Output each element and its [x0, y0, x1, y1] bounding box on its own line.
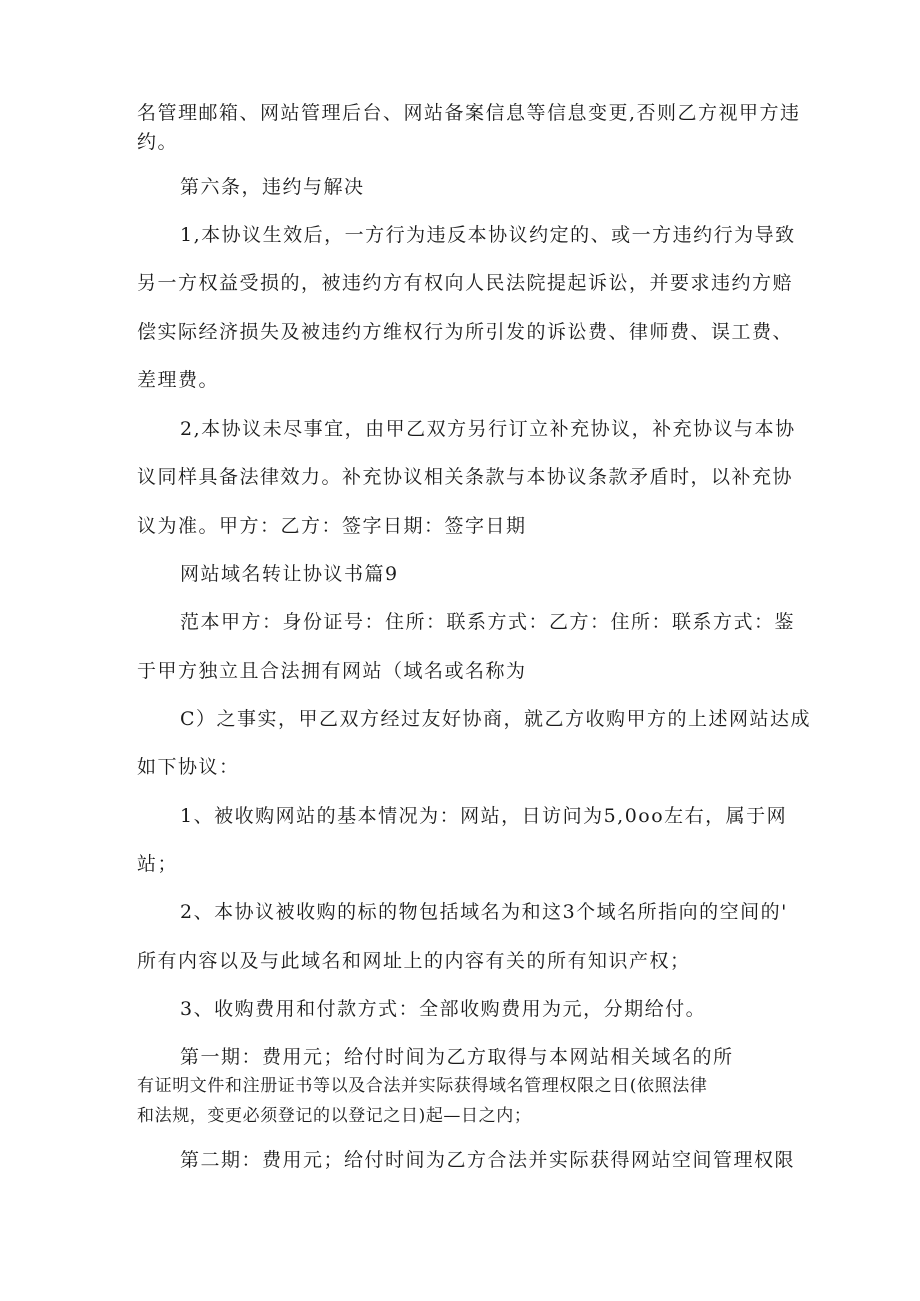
text-line: 2、本协议被收购的标的物包括域名为和这3个域名所指向的空间的' [180, 901, 788, 923]
text-line: 范本甲方：身份证号：住所：联系方式：乙方：住所：联系方式：鉴 [180, 611, 796, 633]
text-line: 1,本协议生效后，一方行为违反本协议约定的、或一方违约行为导致 [180, 224, 796, 246]
text-line: 名管理邮箱、网站管理后台、网站备案信息等信息变更,否则乙方视甲方违 [137, 102, 801, 124]
text-line: 有证明文件和注册证书等以及合法并实际获得域名管理权限之日(依照法律 [137, 1076, 708, 1096]
text-line: 议同样具备法律效力。补充协议相关条款与本协议条款矛盾时，以补充协 [137, 466, 794, 488]
text-line: 所有内容以及与此域名和网址上的内容有关的所有知识产权； [137, 950, 691, 972]
text-line: 于甲方独立且合法拥有网站（域名或名称为 [137, 660, 527, 682]
text-line: 另一方权益受损的，被违约方有权向人民法院提起诉讼，并要求违约方赔 [137, 272, 794, 294]
section-heading: 网站域名转让协议书篇9 [180, 563, 399, 585]
text-line: 偿实际经济损失及被违约方维权行为所引发的诉讼费、律师费、误工费、 [137, 321, 794, 343]
text-line: 议为准。甲方：乙方：签字日期：签字日期 [137, 515, 527, 537]
text-line: 差理费。 [137, 369, 220, 391]
text-line: 站； [137, 853, 179, 875]
section-heading: 第六条，违约与解决 [180, 176, 365, 198]
text-line: 如下协议： [137, 756, 240, 778]
text-line: 3、收购费用和付款方式：全部收购费用为元，分期给付。 [180, 998, 707, 1020]
text-line: 2,本协议未尽事宜，由甲乙双方另行订立补充协议，补充协议与本协 [180, 418, 796, 440]
text-line: 约。 [137, 131, 179, 153]
text-line: 第一期：费用元；给付时间为乙方取得与本网站相关域名的所 [180, 1046, 734, 1068]
text-line: 1、被收购网站的基本情况为：网站，日访问为5,0oo左右，属于网 [180, 805, 788, 827]
text-line: 和法规，变更必须登记的以登记之日)起—日之内； [137, 1106, 532, 1126]
text-line: 第二期：费用元；给付时间为乙方合法并实际获得网站空间管理权限 [180, 1149, 796, 1171]
text-line: C）之事实，甲乙双方经过友好协商，就乙方收购甲方的上述网站达成 [180, 708, 812, 730]
